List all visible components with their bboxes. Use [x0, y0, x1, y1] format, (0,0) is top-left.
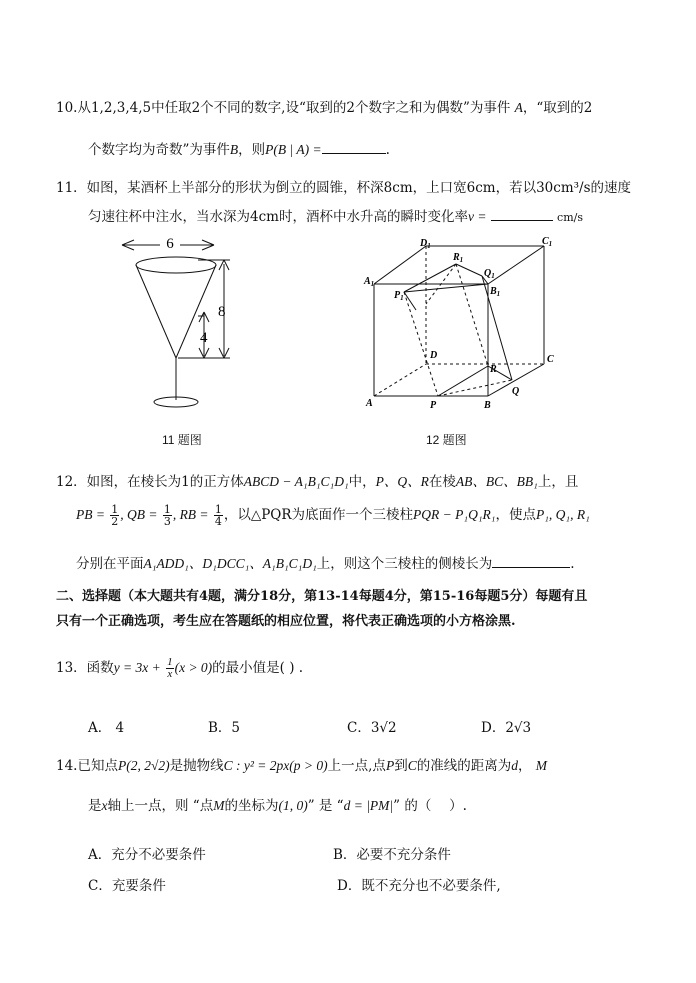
q13-option-b[interactable]: B．5 [208, 720, 241, 736]
q14-option-a[interactable]: A．充分不必要条件 [88, 847, 206, 863]
q11-line1: 11．如图，某酒杯上半部分的形状为倒立的圆锥，杯深8cm，上口宽6cm，若以30cm³/s的速度 [56, 180, 632, 196]
label-P: P [430, 400, 437, 411]
label-C: C [547, 354, 554, 365]
label-Q: Q [512, 386, 520, 397]
q14-option-c[interactable]: C．充要条件 [88, 878, 166, 894]
q14-line2: 是x轴上一点，则 “点M的坐标为(1, 0)” 是 “d = |PM|” 的（ ）. [88, 798, 467, 814]
label-A: A [366, 398, 373, 409]
q14-option-d[interactable]: D．既不充分也不必要条件, [337, 878, 501, 894]
label-B: B [484, 400, 491, 411]
label-D1: $D_1$ [420, 238, 431, 250]
q13-option-a[interactable]: A． 4 [88, 720, 125, 736]
q14-option-b[interactable]: B．必要不充分条件 [333, 847, 451, 863]
answer-blank [492, 557, 570, 568]
cube-figure [360, 234, 570, 416]
label-D: D [430, 350, 438, 361]
fig12-caption: 12 题图 [426, 433, 467, 447]
fig11-depth-label: 8 [218, 304, 226, 320]
label-B1: $B_1$ [490, 286, 501, 298]
label-R1: $R_1$ [453, 252, 464, 264]
label-C1: $C_1$ [542, 236, 553, 248]
q10-line2: 个数字均为奇数”为事件B，则P(B | A) = . [88, 142, 390, 158]
fig11-top-label: 6 [166, 236, 174, 252]
fig11-water-label: 4 [200, 330, 208, 346]
q13-option-d[interactable]: D．2√3 [481, 720, 532, 736]
label-R: R [490, 364, 497, 375]
q11-line2: 匀速往杯中注水，当水深为4cm时，酒杯中水升高的瞬时变化率v = cm/s [88, 209, 583, 225]
answer-blank [322, 143, 386, 154]
q13-option-c[interactable]: C．3√2 [347, 720, 397, 736]
q10-line1: 10.从1,2,3,4,5中任取2个不同的数字,设“取到的2个数字之和为偶数”为事件 A，“取到的2 [56, 100, 593, 116]
label-Q1: $Q_1$ [484, 268, 495, 280]
q12-line1: 12．如图，在棱长为1的正方体ABCD − A₁B₁C₁D₁中，P、Q、R在棱AB、BC、BB₁上，且 [56, 474, 579, 490]
fig11-caption: 11 题图 [162, 433, 202, 447]
label-P1: $P_1$ [394, 290, 404, 302]
answer-blank [491, 210, 553, 221]
q12-line3: 分别在平面A₁ADD₁、D₁DCC₁、A₁B₁C₁D₁上，则这个三棱柱的侧棱长为 . [76, 556, 575, 572]
section2-line1: 二、选择题（本大题共有4题，满分18分，第13-14每题4分，第15-16每题5分）每题有且 [56, 589, 588, 604]
section2-line2: 只有一个正确选项，考生应在答题纸的相应位置，将代表正确选项的小方格涂黑. [56, 614, 516, 629]
q12-line2: PB = $\frac{1}{2}$ , QB = $\frac{1}{3}$ , RB = $\frac{1}{4}$ ，以△PQR为底面作一个三棱柱PQR − P₁Q₁R₁，使点P₁, Q₁, R₁ [76, 503, 590, 528]
label-A1: $A_1$ [364, 276, 375, 288]
q13-stem: 13．函数y = 3x + $\frac{1}{x}$ (x > 0)的最小值是( ) . [56, 656, 304, 680]
wine-glass-figure [118, 232, 250, 414]
q14-line1: 14.已知点P(2, 2√2)是抛物线C : y² = 2px(p > 0)上一点,点P到C的准线的距离为d， M [56, 758, 547, 774]
